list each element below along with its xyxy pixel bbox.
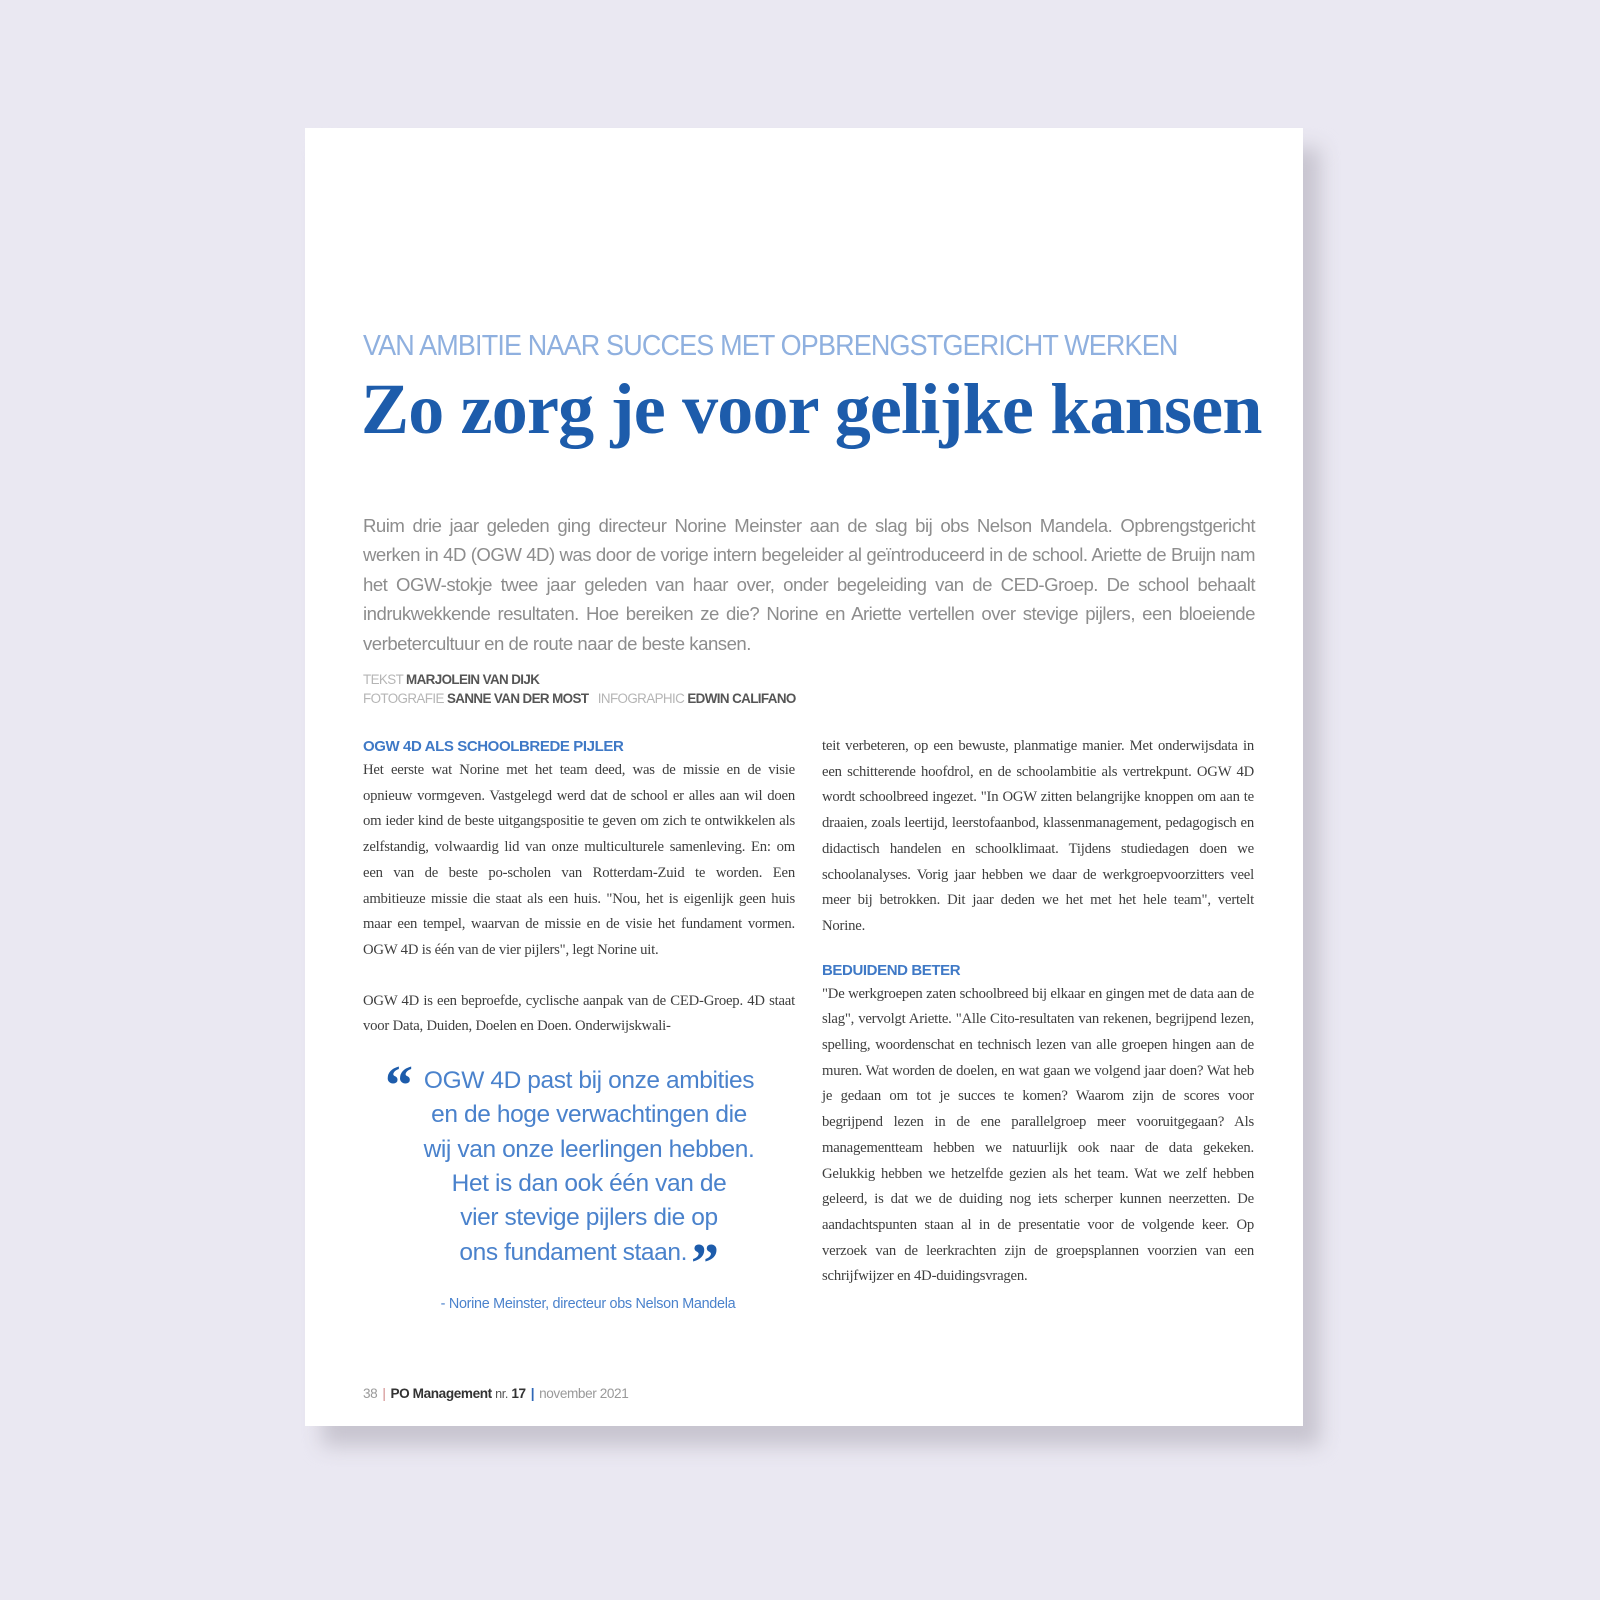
close-quote-icon: ” xyxy=(691,1232,719,1295)
quote-line: wij van onze leerlingen hebben. xyxy=(423,1135,755,1163)
credit-photographer: SANNE VAN DER MOST xyxy=(446,691,589,706)
section-heading: OGW 4D ALS SCHOOLBREDE PIJLER xyxy=(363,738,624,755)
quote-line: en de hoge verwachtingen die xyxy=(431,1101,747,1129)
left-column xyxy=(363,734,795,1312)
issue-number: 17 xyxy=(511,1386,526,1401)
credit-label-photo: FOTOGRAFIE xyxy=(363,691,444,706)
credit-author: MARJOLEIN VAN DIJK xyxy=(406,672,540,687)
open-quote-icon: “ xyxy=(385,1055,413,1118)
paragraph-spacer xyxy=(363,964,795,989)
footer-separator: | xyxy=(382,1386,386,1401)
article-kicker: VAN AMBITIE NAAR SUCCES MET OPBRENGSTGERICHT WERKEN xyxy=(363,330,1178,362)
article-headline: Zo zorg je voor gelijke kansen xyxy=(361,369,1262,449)
quote-line: OGW 4D past bij onze ambities xyxy=(423,1067,755,1095)
article-intro: Ruim drie jaar geleden ging directeur Norine Meinster aan de slag bij obs Nelson Mandela. Opbrengstgericht werken in 4D (OGW 4D) was door de vorige intern begeleider al geïntroduceerd in de school. Ariette de Bruijn nam het OGW-stokje twee jaar geleden van haar over, onder begeleiding van de CED-Groep. De school behaalt indrukwekkende resultaten. Hoe bereiken ze die? Norine en Ariette vertellen over stevige pijlers, een bloeiende verbetercultuur en de route naar de beste kansen. xyxy=(363,514,1255,654)
footer-separator: | xyxy=(530,1386,535,1401)
pull-quote-text xyxy=(383,1064,783,1295)
body-paragraph: OGW 4D is een beproefde, cyclische aanpak van de CED-Groep. 4D staat voor Data, Duiden, Doelen en Doen. Onderwijskwali- xyxy=(363,992,795,1035)
page-number: 38 xyxy=(363,1386,378,1401)
section-heading: BEDUIDEND BETER xyxy=(822,961,961,979)
quote-line: ons fundament staan. xyxy=(459,1238,688,1266)
credit-infographic-artist: EDWIN CALIFANO xyxy=(687,691,796,706)
pull-quote-attribution: - Norine Meinster, directeur obs Nelson Mandela xyxy=(440,1295,736,1312)
quote-line: vier stevige pijlers die op xyxy=(460,1204,718,1232)
body-paragraph: Het eerste wat Norine met het team deed, was de missie en de visie opnieuw vormgeven. Vastgelegd werd dat de school er alles aan wil doen om ieder kind de beste uitgangspositie te geven om zich te ontwikkelen als zelfstandig, volwaardig lid van onze multiculturele samenleving. En: om een van de beste po-scholen van Rotterdam-Zuid te worden. Een ambitieuze missie die staat als een huis. "Nou, het is eigenlijk geen huis maar een tempel, waarvan de missie en de visie het fundament vormen. OGW 4D is één van de vier pijlers", legt Norine uit. xyxy=(363,762,795,958)
credit-label-infographic: INFOGRAPHIC xyxy=(597,691,685,706)
body-paragraph: teit verbeteren, op een bewuste, planmatige manier. Met onderwijsdata in een schitterende hoofdrol, en de schoolambitie als vertrekpunt. OGW 4D wordt schoolbreed ingezet. "In OGW zitten belangrijke knoppen om aan te draaien, zoals leertijd, leerstofaanbod, klassenmanagement, pedagogisch en didactisch handelen en schoolklimaat. Tijdens studiedagen doen we schoolanalyses. Vorig jaar hebben we daar de werkgroepvoorzitters veel meer bij betrokken. Dit jaar deden we het met het hele team", vertelt Norine. xyxy=(822,738,1254,934)
page-footer xyxy=(363,1386,628,1401)
credits-text-line xyxy=(363,670,796,689)
article-credits xyxy=(363,670,796,708)
magazine-name: PO Management xyxy=(390,1386,492,1401)
right-column xyxy=(822,734,1254,1290)
credit-label-text: TEKST xyxy=(363,672,403,687)
magazine-page xyxy=(305,128,1303,1426)
quote-line-last xyxy=(395,1232,783,1295)
credits-photo-line xyxy=(363,689,796,708)
body-paragraph: "De werkgroepen zaten schoolbreed bij elkaar en gingen met de data aan de slag", vervolgt Ariette. "Alle Cito-resultaten van rekenen, begrijpend lezen, spelling, woordenschat en technisch lezen van alle groepen hingen aan de muren. Wat worden de doelen, en wat gaan we volgend jaar doen? Wat heb je gedaan om tot je succes te komen? Waarom zijn de scores voor begrijpend lezen in de ene parallelgroep meer vooruitgegaan? Als managementteam hebben we natuurlijk ook naar de data gekeken. Gelukkig hebben we hetzelfde gezien als het team. Wat we zelf hebben geleerd, is dat we de duiding nog iets scherper kunnen neerzetten. De aandachtspunten staan al in de presentatie voor de volgende keer. Op verzoek van de leerkrachten zijn de groepsplannen voorzien van een schrijfwijzer en 4D-duidingsvragen. xyxy=(822,985,1254,1285)
issue-prefix: nr. xyxy=(495,1387,508,1401)
pull-quote xyxy=(383,1055,783,1312)
issue-date: november 2021 xyxy=(539,1386,629,1401)
quote-line: Het is dan ook één van de xyxy=(451,1169,727,1197)
